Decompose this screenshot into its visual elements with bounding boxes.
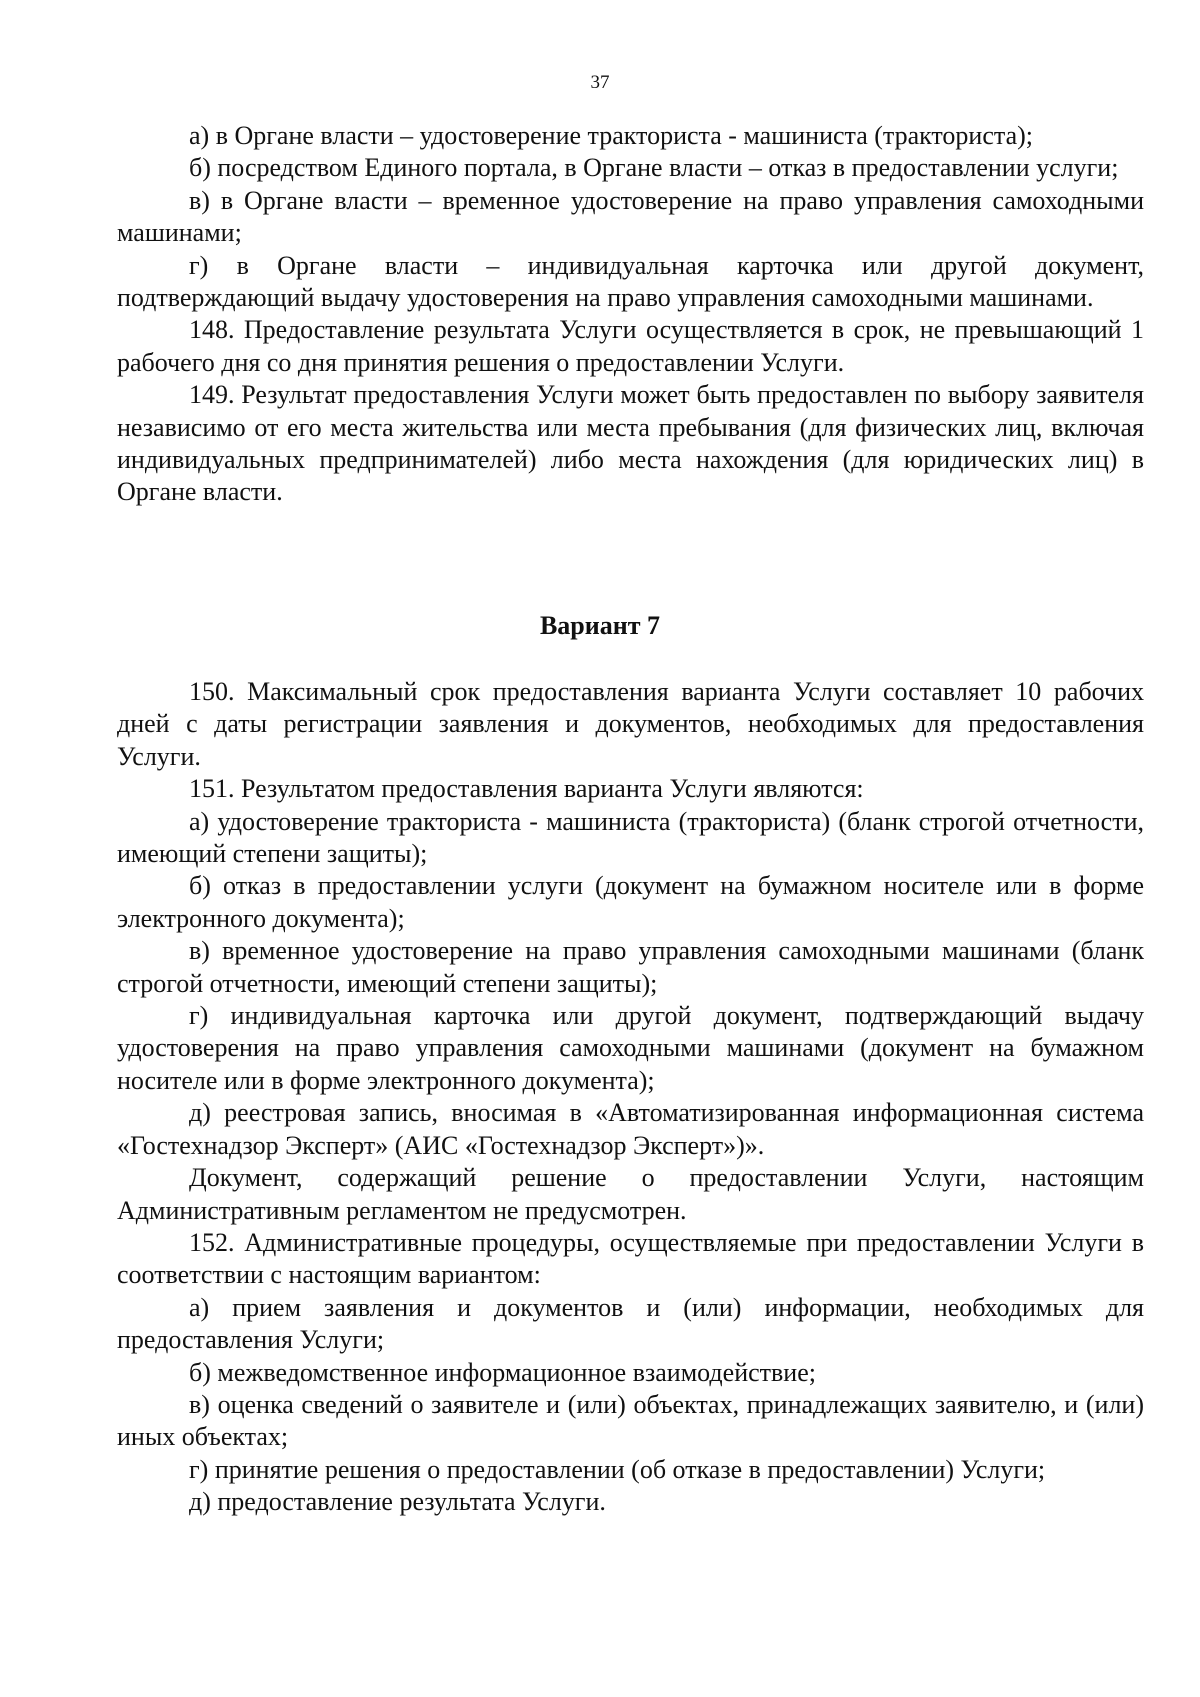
paragraph: д) предоставление результата Услуги.	[189, 1487, 606, 1517]
paragraph: б) отказ в предоставлении услуги (документ на бумажном носителе или в форме электронного документа);	[117, 871, 1144, 933]
paragraph: 152. Административные процедуры, осуществляемые при предоставлении Услуги в соответствии с настоящим вариантом:	[117, 1227, 1144, 1290]
paragraph: б) межведомственное информационное взаимодействие;	[189, 1357, 816, 1387]
paragraph: г) индивидуальная карточка или другой документ, подтверждающий выдачу удостоверения на право управления самоходными машинами (документ на бумажном носителе или в форме электронного документа);	[117, 1001, 1144, 1095]
paragraph: б) посредством Единого портала, в Органе власти – отказ в предоставлении услуги;	[189, 153, 1119, 183]
paragraph: в) в Органе власти – временное удостоверение на право управления самоходными машинами;	[117, 185, 1144, 248]
paragraph: 148. Предоставление результата Услуги осуществляется в срок, не превышающий 1 рабочего дня со дня принятия решения о предоставлении Услуги.	[117, 315, 1144, 377]
paragraph: г) в Органе власти – индивидуальная карточка или другой документ, подтверждающий выдачу удостоверения на право управления самоходными машинами.	[117, 250, 1144, 313]
paragraph: а) в Органе власти – удостоверение тракториста - машиниста (тракториста);	[189, 121, 1033, 150]
paragraph: 151. Результатом предоставления варианта Услуги являются:	[189, 774, 864, 804]
paragraph: д) реестровая запись, вносимая в «Автоматизированная информационная система «Гостехнадзор Эксперт» (АИС «Гостехнадзор Эксперт»)».	[117, 1098, 1144, 1160]
section-top	[117, 120, 1144, 509]
paragraph: в) оценка сведений о заявителе и (или) объектах, принадлежащих заявителю, и (или) иных объектах;	[117, 1389, 1144, 1452]
paragraph: Документ, содержащий решение о предоставлении Услуги, настоящим Административным регламентом не предусмотрен.	[117, 1163, 1144, 1225]
paragraph: г) принятие решения о предоставлении (об отказе в предоставлении) Услуги;	[189, 1454, 1046, 1484]
paragraph: а) прием заявления и документов и (или) информации, необходимых для предоставления Услуги;	[117, 1292, 1144, 1355]
paragraph: в) временное удостоверение на право управления самоходными машинами (бланк строгой отчетности, имеющий степени защиты);	[117, 936, 1144, 998]
paragraph: 149. Результат предоставления Услуги может быть предоставлен по выбору заявителя независимо от его места жительства или места пребывания (для физических лиц, включая индивидуальных предпринимателей) либо места нахождения (для юридических лиц) в Органе власти.	[117, 380, 1144, 507]
paragraph: 150. Максимальный срок предоставления варианта Услуги составляет 10 рабочих дней с даты регистрации заявления и документов, необходимых для предоставления Услуги.	[117, 677, 1144, 771]
paragraph: а) удостоверение тракториста - машиниста (тракториста) (бланк строгой отчетности, имеющий степени защиты);	[117, 806, 1144, 869]
section-heading: Вариант 7	[539, 611, 661, 640]
section-bottom	[117, 676, 1144, 1519]
page-number: 37	[590, 72, 610, 93]
